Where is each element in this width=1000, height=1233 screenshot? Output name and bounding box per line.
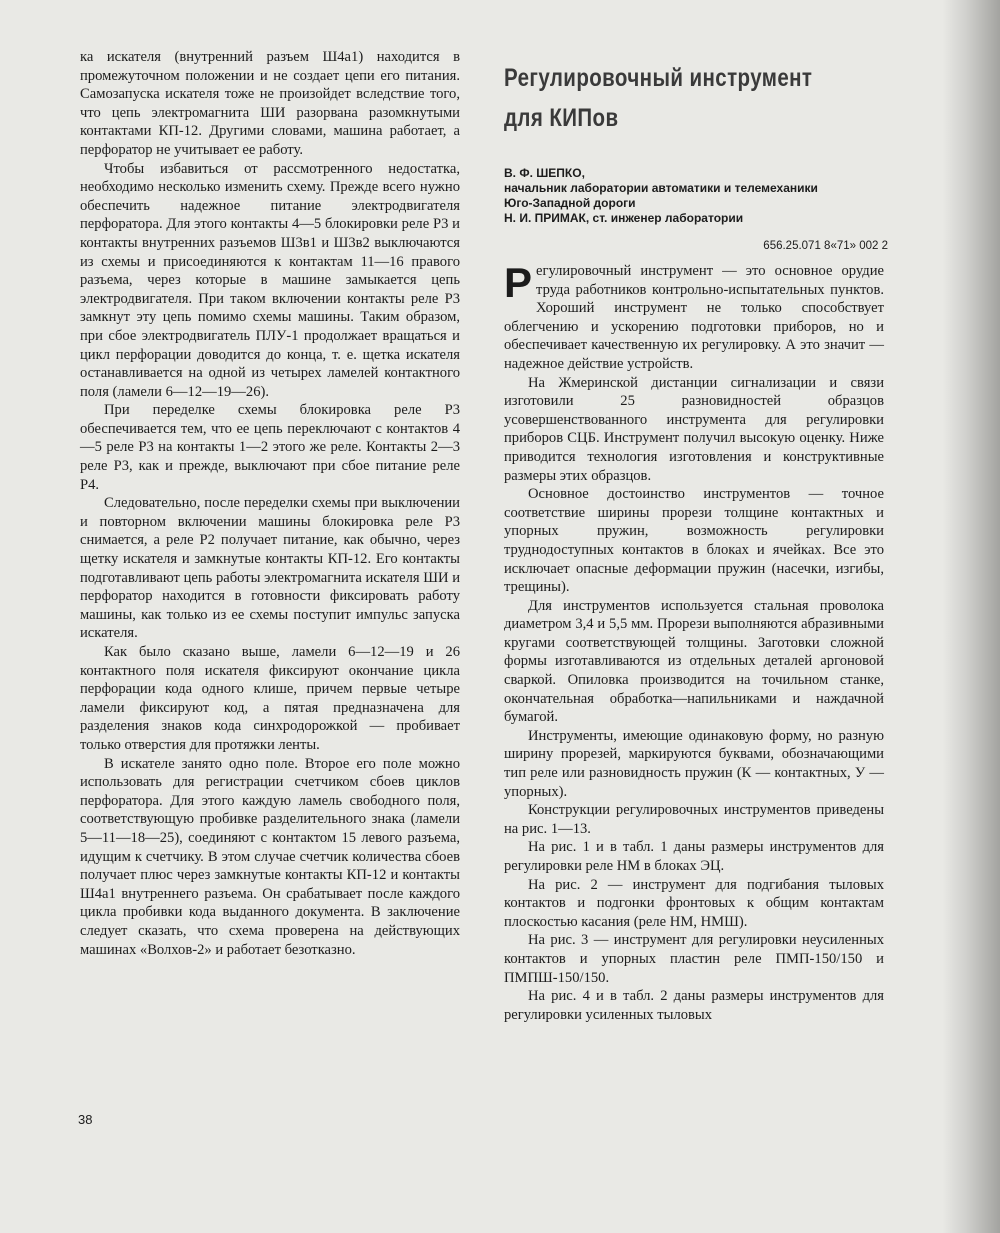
paragraph: Как было сказано выше, ламели 6—12—19 и 26 контактного поля искателя фиксируют окончание цикла перфорации кода одного клише, причем первые четыре ламели фиксируют код, а пятая предназначена для разделения знаков кода синхродорожкой — пробивает только отверстия для протяжки ленты. xyxy=(80,644,460,753)
paragraph: Инструменты, имеющие одинаковую форму, но разную ширину прорезей, маркируются буквами, обозначающими тип реле или разновидность пружин (К — контактных, У — упорных). xyxy=(504,727,884,800)
paragraph: На рис. 2 — инструмент для подгибания тыловых контактов и подгонки фронтовых к общим контактам плоскостью касания (реле НМ, НМШ). xyxy=(504,876,884,930)
paragraph: На Жмеринской дистанции сигнализации и связи изготовили 25 разновидностей образцов усовершенствованного инструмента для регулировки приборов СЦБ. Инструмент получил высокую оценку. Ниже приводится технология изготовления и конструктивные размеры этих образцов. xyxy=(504,374,884,484)
right-column xyxy=(504,259,884,1024)
paragraph: В искателе занято одно поле. Второе его поле можно использовать для регистрации счетчиком сбоев циклов перфоратора. Для этого каждую ламель свободного поля, соответствующую пробивке разделительного знака (ламели 5—11—18—25), соединяют с контактом 15 левого разъема, идущим к счетчику. В этом случае счетчик количества сбоев получает плюс через замкнутые контакты КП-12 и контакты Ш4а1 внутреннего разъема. Он срабатывает после каждого цикла пробивки кода выданного документа. В заключение следует сказать, что схема проверена на действующих машинах «Волхов-2» и работает безотказно. xyxy=(80,755,460,958)
paragraph: Для инструментов используется стальная проволока диаметром 3,4 и 5,5 мм. Прорези выполняются абразивными кругами соответствующей толщины. Заготовки сложной формы изготавливаются из отдельных деталей аргоновой сваркой. Опиловка производится на точильном станке, окончательная обработка—напильниками и наждачной бумагой. xyxy=(504,597,884,726)
paragraph: Чтобы избавиться от рассмотренного недостатка, необходимо несколько изменить схему. Прежде всего нужно обеспечить надежное питание электродвигателя перфоратора. Для этого контакты 4—5 блокировки реле Р3 и контакты внутренних разъемов Ш3в1 и Ш3в2 выключаются из схемы и присоединяются к контактам 11—16 правого разъема, через которые в машине замыкается цепь электродвигателя. При таком включении контакты реле Р3 замкнут эту цепь помимо схемы машины. Таким образом, при сбое электродвигатель ПЛУ-1 продолжает вращаться и цикл перфорации доводится до конца, т. е. щетка искателя останавливается на одной из четырех ламелей контактного поля (ламели 6—12—19—26). xyxy=(80,160,460,400)
paragraph: При переделке схемы блокировка реле Р3 обеспечивается тем, что ее цепь переключают с контактов 4—5 реле Р3 на контакты 1—2 этого же реле. Контакты 2—3 реле Р3, как и прежде, выключают при сбое питание реле Р4. xyxy=(80,402,460,493)
author-name: В. Ф. ШЕПКО, xyxy=(504,166,585,180)
author-role: начальник лаборатории автоматики и телемеханики xyxy=(504,181,818,195)
lead-text: егулировочный инструмент — это основное орудие труда работников контрольно-испытательных пунктов. Хороший инструмент не только способствует облегчению и ускорению подготовки приборов, но и обеспечивает качественную их регулировку. А это значит — надежное действие устройств. xyxy=(504,263,884,372)
title-line: Регулировочный инструмент xyxy=(504,64,813,92)
udc-code: 656.25.071 8«71» 002 2 xyxy=(763,240,888,252)
paragraph: На рис. 3 — инструмент для регулировки неусиленных контактов и упорных пластин реле ПМП-150/150 и ПМПШ-150/150. xyxy=(504,932,884,986)
page-number: 38 xyxy=(78,1112,93,1127)
drop-cap: Р xyxy=(504,259,533,306)
author-role: Юго-Западной дороги xyxy=(504,196,636,210)
paragraph: Конструкции регулировочных инструментов приведены на рис. 1—13. xyxy=(504,802,884,837)
article-title xyxy=(504,58,816,138)
title-line: для КИПов xyxy=(504,104,619,132)
paragraph: ка искателя (внутренний разъем Ш4а1) находится в промежуточном положении и не создает цепи его питания. Самозапуска искателя тоже не произойдет вследствие того, что цепь электромагнита ШИ разорвана разомкнутыми контактами КП-12. Другими словами, машина работает, а перфоратор не учитывает ее работу. xyxy=(80,49,460,158)
article-authors xyxy=(504,166,884,226)
page-edge-shadow xyxy=(942,0,1000,1233)
left-column xyxy=(80,48,460,959)
paragraph: Основное достоинство инструментов — точное соответствие ширины прорези толщине контактных и упорных пружин, возможность регулировки труднодоступных контактов в блоках и ячейках. Все это исключает опасные деформации пружин (насечки, изгибы, трещины). xyxy=(504,486,884,596)
lead-paragraph xyxy=(504,259,884,374)
paragraph: На рис. 1 и в табл. 1 даны размеры инструментов для регулировки реле НМ в блоках ЭЦ. xyxy=(504,839,884,874)
paragraph: Следовательно, после переделки схемы при выключении и повторном включении машины блокировка реле Р3 снимается, а реле Р2 получает питание, как обычно, через щетку искателя и замкнутые контакты КП-12. Его контакты подготавливают цепь работы электромагнита искателя ШИ и перфоратор находится в готовности фиксировать работу машины, как только из ее схемы поступит импульс запуска искателя. xyxy=(80,495,461,642)
paragraph: На рис. 4 и в табл. 2 даны размеры инструментов для регулировки усиленных тыловых xyxy=(504,988,884,1023)
author-name: Н. И. ПРИМАК, ст. инженер лаборатории xyxy=(504,211,744,225)
